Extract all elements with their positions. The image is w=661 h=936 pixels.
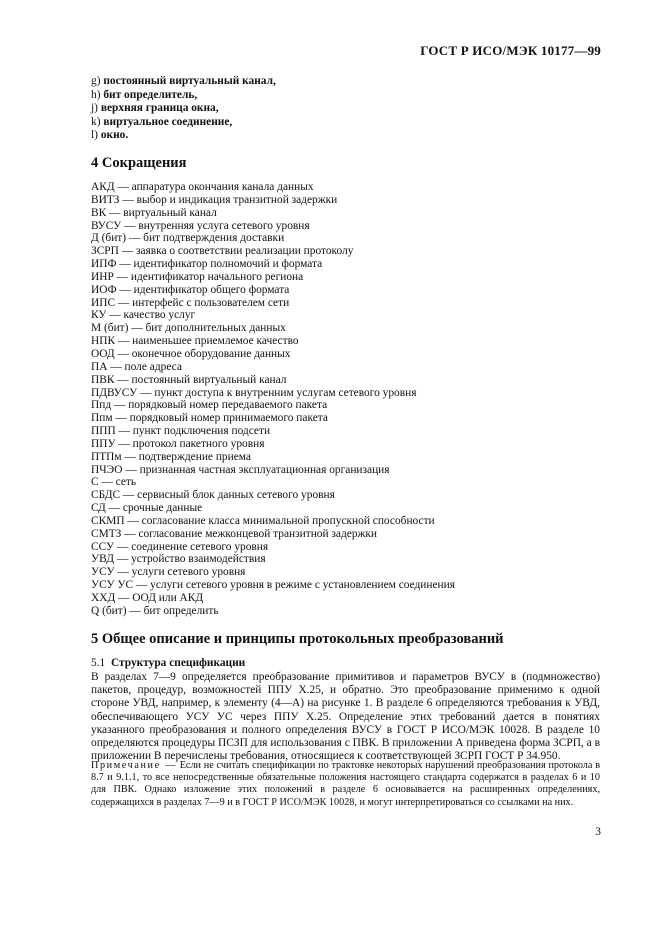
definitions-list: [91, 75, 276, 143]
abbreviation-item: УСУ УС — услуги сетевого уровня в режиме с установлением соединения: [91, 579, 455, 592]
note: [91, 760, 600, 809]
abbreviation-item: ВУСУ — внутренняя услуга сетевого уровня: [91, 219, 310, 232]
subsection-number: 5.1: [91, 657, 106, 669]
abbreviation-item: Д (бит) — бит подтверждения доставки: [91, 232, 285, 245]
abbreviation-item: НПК — наименьшее приемлемое качество: [91, 335, 299, 348]
definition-item: [91, 102, 276, 116]
abbreviation-item: ППП — пункт подключения подсети: [91, 425, 271, 438]
body-paragraph: В разделах 7—9 определяется преобразование примитивов и параметров ВУСУ в (подмножество) пакетов, процедур, возможностей ППУ Х.25, и обратно. Это преобразование применимо к одной стороне УВД, например, к элементу (4—А) на рисунке 1. В разделе 6 определяются требования к УВД, обеспечивающего УСУ УС через ППУ Х.25. Определение этих требований дается в понятиях указанного преобразования и полного определения ВУСУ в ГОСТ Р ИСО/МЭК 10028. В разделе 10 определяются процедуры ПСЗП для использования с ПВК. В приложении А приведена форма ЗСРП, а в приложении В перечислены требования, относящиеся к соответствующей ЗСРП ГОСТ Р 34.950.: [91, 671, 600, 763]
abbreviation-item: УВД — устройство взаимодействия: [91, 553, 266, 566]
section-4-title: 4 Сокращения: [91, 155, 187, 171]
abbreviations-list: [91, 181, 455, 618]
section-5-title: 5 Общее описание и принципы протокольных преобразований: [91, 631, 504, 647]
abbreviation-item: С — сеть: [91, 476, 137, 489]
note-text: Если не считать спецификации по трактовке некоторых нарушений преобразования протокола в 8.7 и 9.1.1, то все непосредственные обязательные положения настоящего стандарта содержатся в разделах 6 и 10 для ПВК. Однако изложение этих положений в разделе 6 основывается на расширенных определениях, содержащихся в разделах 7—9 и в ГОСТ Р ИСО/МЭК 10028, и могут интерпретироваться со ссылками на них.: [91, 760, 601, 808]
definition-term: виртуальное соединение,: [103, 115, 233, 128]
abbreviation-item: ИОФ — идентификатор общего формата: [91, 283, 290, 296]
abbreviation-item: УСУ — услуги сетевого уровня: [91, 566, 246, 579]
abbreviation-item: ПЧЭО — признанная частная эксплуатационная организация: [91, 463, 390, 476]
abbreviation-item: СБДС — сервисный блок данных сетевого уровня: [91, 489, 335, 502]
definition-item: [91, 75, 276, 89]
abbreviation-item: СКМП — согласование класса минимальной пропускной способности: [91, 514, 435, 527]
abbreviation-item: ПТПм — подтверждение приема: [91, 450, 251, 463]
abbreviation-item: ПДВУСУ — пункт доступа к внутренним услугам сетевого уровня: [91, 386, 417, 399]
subsection-title: Структура спецификации: [110, 657, 246, 669]
definition-marker: h): [91, 88, 101, 101]
abbreviation-item: ПВК — постоянный виртуальный канал: [91, 373, 287, 386]
abbreviation-item: АКД — аппаратура окончания канала данных: [91, 181, 314, 193]
definition-marker: j): [91, 102, 98, 114]
abbreviation-item: ИНР — идентификатор начального региона: [91, 270, 304, 283]
abbreviation-item: ПА — поле адреса: [91, 360, 182, 373]
abbreviation-item: Ппд — порядковый номер передаваемого пакета: [91, 399, 328, 412]
abbreviation-item: ИПС — интерфейс с пользователем сети: [91, 296, 290, 309]
definition-item: [91, 116, 276, 130]
abbreviation-item: КУ — качество услуг: [91, 309, 196, 322]
definition-term: бит определитель,: [103, 88, 198, 101]
note-label: Примечание —: [91, 760, 177, 771]
abbreviation-item: ВК — виртуальный канал: [91, 206, 217, 219]
abbreviation-item: ППУ — протокол пакетного уровня: [91, 437, 265, 450]
abbreviation-item: Q (бит) — бит определить: [91, 604, 219, 617]
definition-term: верхняя граница окна,: [100, 102, 219, 114]
abbreviation-item: ВИТЗ — выбор и индикация транзитной задержки: [91, 193, 338, 206]
definition-marker: g): [91, 75, 101, 87]
definition-term: постоянный виртуальный канал,: [103, 75, 276, 87]
abbreviation-item: СД — срочные данные: [91, 502, 203, 515]
abbreviation-item: ООД — оконечное оборудование данных: [91, 347, 291, 360]
abbreviation-item: ЗСРП — заявка о соответствии реализации протоколу: [91, 245, 354, 258]
document-header: ГОСТ Р ИСО/МЭК 10177—99: [420, 43, 601, 58]
abbreviation-item: ХХД — ООД или АКД: [91, 592, 204, 604]
abbreviation-item: М (бит) — бит дополнительных данных: [91, 322, 286, 335]
definition-item: [91, 89, 276, 103]
definition-marker: k): [91, 115, 101, 128]
abbreviation-item: СМТЗ — согласование межконцевой транзитной задержки: [91, 527, 378, 540]
subsection-heading: [91, 657, 245, 669]
definition-term: окно.: [100, 129, 129, 141]
abbreviation-item: Ппм — порядковый номер принимаемого пакета: [91, 412, 328, 425]
definition-marker: l): [91, 129, 98, 141]
abbreviation-item: ИПФ — идентификатор полномочий и формата: [91, 258, 323, 271]
definition-item: [91, 129, 276, 143]
page-number: 3: [595, 826, 601, 838]
abbreviation-item: ССУ — соединение сетевого уровня: [91, 540, 269, 553]
